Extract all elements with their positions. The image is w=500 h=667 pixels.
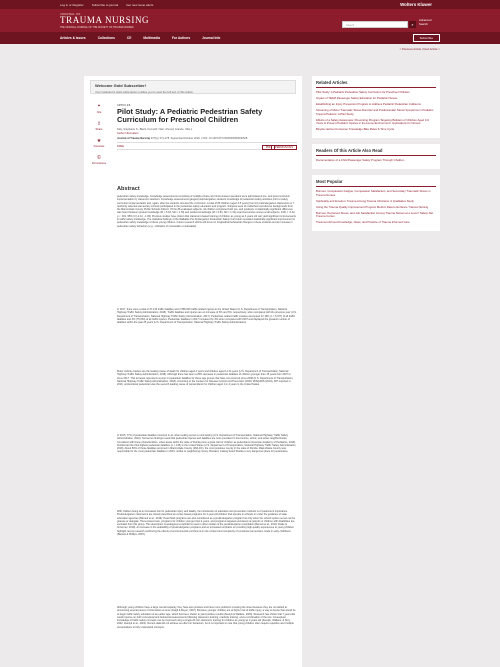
tool-cite[interactable] xyxy=(88,104,110,118)
subscribe-button[interactable]: Subscribe xyxy=(413,34,440,42)
body-paragraph: With children being at an increased risk for pedestrian injury and fatality, the introduction of education and prevention methods is of paramount importance. Prekindergarten classrooms are closely described as center-based programs for 4-year-old children that operate in schools or under the guidance of state education agencies (Barnett et al., 2019). Head Start programs are also considered as a prekindergarten program but only when the school system serves as the grantee or delegate. Home-based care, programs for children younger than 4 years, and programs targeted exclusively at parents or children with disabilities are excluded from this group. This description is analogous to definitions used in other studies of the prekindergarten population (Barnett et al., 2019; Drake & Scrivener, 2019). An increase in the availability of prekindergarten programs and an increased emphasis on providing high-quality experiences to young children highlight recent research confirming the effects of environmental enrichment on the content and complexity of emotional connections made in early childhood (Barnett & Phillips, 2015). xyxy=(117,510,296,537)
journal-of-label: JOURNAL OF xyxy=(60,12,81,16)
masthead xyxy=(0,9,500,32)
notice-text: Your institution's Gold subscription entitles you to view the full text of this article. xyxy=(95,90,194,94)
article-actions xyxy=(117,142,297,150)
search-icon: ⌕ xyxy=(411,22,414,27)
body-paragraph: In 2015, 77% of pedestrian fatalities occurred in an urban setting versus a rural setting (U.S. Department of Transportation, National Highway Traffic Safety Administration, 2016). Numerous findings reveal that pedestrian injuries and fatalities are more prevalent in low-income, ethnic, and urban neighborhoods. Consistent with these characteristics, urban areas within the state of Florida pose a great risk for children as pedestrians (American Academy of Pediatrics, 2019). Florida had the third highest pedestrian fatalities (n = 135) in the United States (U.S. Department of Transportation, National Highway Traffic Safety Administration, 2018). About 50% of those fatalities occurred in Miami-Dade County (MIA-DC), the most populous county in the state of Florida. Miami-Dade County was responsible for the most pedestrian fatalities in 2015, similar to neighboring county, Broward, making South Florida a very dangerous place for pedestrians. xyxy=(117,434,297,454)
journal-subtitle: THE OFFICIAL JOURNAL OF THE SOCIETY OF TRAUMA NURSES xyxy=(60,26,134,29)
citation-details: 27(5):p 271-278, September/October 2020. | DOI: 10.1097/JTN.0000000000000528 xyxy=(150,137,248,140)
popular-heading: Most Popular xyxy=(316,179,436,187)
article-authors[interactable]: Daly, Stephanie S.; Black, Kenneth; Nasr, Ahmed; Grande, Ollie J. xyxy=(117,128,193,131)
tool-permissions[interactable] xyxy=(88,155,110,169)
advanced-search-label: Search xyxy=(419,21,428,26)
search-button[interactable] xyxy=(409,21,416,28)
article-type: ARTICLES xyxy=(117,104,131,107)
article-title: Pilot Study: A Pediatric Pedestrian Safety Curriculum for Preschool Children xyxy=(117,107,263,125)
pdf-button[interactable]: PDF xyxy=(262,145,275,150)
article-navigation xyxy=(60,45,440,52)
prev-next-links[interactable]: < Previous Article | Next Article > xyxy=(399,47,440,51)
popular-article-link[interactable]: Using the Trauma Quality Improvement Program Metrics Data to Enhance Trauma Nursing xyxy=(316,204,429,209)
citation-journal: Journal of Trauma Nursing xyxy=(117,137,151,140)
permissions-button[interactable]: PERMISSIONS xyxy=(271,145,297,150)
related-article-link[interactable]: Screening of Motor Traumatic Stress Disorder and Posttraumatic Stress Symptoms in Pediatric Trauma Patients: A Pilot Study xyxy=(316,108,434,116)
abstract-heading: Abstract xyxy=(117,186,140,192)
article-citation xyxy=(117,137,297,140)
article-tools xyxy=(88,104,110,172)
popular-article-link[interactable]: Burnout, Perceived Stress, and Job Satisfaction Among Trauma Nurses at a Level I Safety-Net Trauma Center xyxy=(316,210,434,218)
nav-articles-issues[interactable]: Articles & Issues xyxy=(60,36,86,40)
related-heading: Related Articles xyxy=(316,80,436,88)
subscribe-journal-link[interactable]: Subscribe to journal xyxy=(91,2,119,7)
advanced-search-link[interactable] xyxy=(419,19,431,26)
advanced-label: Advanced xyxy=(419,18,432,22)
related-article-link[interactable]: Effects of a Safety Awareness: Preventing Program Targeting Builders of Children Aged 3-6 Years to Prevent Pediatric Injuries in the Home Environment: Implications for Nurses xyxy=(316,117,429,125)
related-article-link[interactable]: Impact of TEAM Passenger Safety Education for Pediatric Nurses xyxy=(316,96,398,100)
nav-ce[interactable]: CE xyxy=(126,36,132,40)
related-article-link[interactable]: Establishing an Injury Prevention Program to Address Pediatric Pedestrian Collisions xyxy=(316,102,421,106)
permissions-icon: © xyxy=(97,155,101,161)
tool-label: Cite xyxy=(96,111,102,114)
author-info-link[interactable]: Author Information xyxy=(117,132,139,135)
journal-title-logo[interactable]: TRAUMA NURSING xyxy=(60,15,150,25)
free-badge: FREE xyxy=(117,144,124,148)
subscriber-notice xyxy=(90,80,296,94)
body-paragraph: Although young children have a large mental capacity, they have less practice and have more problems crossing the street because they are not skilled at processing several pieces of information at once (Faigil & Meyer, 1997). Because younger children are at higher risk of traffic injury, a way to devise that would be to begin traffic safety education at an earlier age, which has been shown to yield positive results (Zeedyk & Wallace, 2003). Research has shown that 7-year-olds could improve on both conceptual and behavioral assessments following classroom training, roadside training, and a combination of the two. Conceptual knowledge of traffic safety concepts can be improved using a single 20-min classroom training for children as young as 4 years old (Zeedyk, Wallace, & Spry, 2002; Zeedyk et al., 2001). Recent data did not achieve as effect on behaviors, but it is important to note that young children often require repetitive and multiple presentations to fully understand concepts. xyxy=(117,606,296,629)
issue-alerts-link[interactable]: Get new issue alerts xyxy=(126,2,154,7)
related-article-link[interactable]: Bicycle Helmet Consumer Knowledge Bike Rules & Time Cycle xyxy=(316,127,395,131)
tool-share[interactable] xyxy=(88,121,110,135)
nav-journal-info[interactable]: Journal Info xyxy=(202,36,221,40)
readers-also-read xyxy=(312,144,440,169)
share-icon: ⇪ xyxy=(96,121,102,127)
right-sidebar xyxy=(312,76,440,237)
nav-collections[interactable]: Collections xyxy=(97,36,115,40)
cite-icon: ❝ xyxy=(97,104,101,110)
tool-label: Share xyxy=(95,128,103,131)
related-article-link[interactable]: Pilot Study: A Pediatric Pedestrian Safety Curriculum for Preschool Children xyxy=(316,90,410,94)
most-popular xyxy=(312,175,440,231)
tool-label: Favorites xyxy=(93,145,105,148)
body-paragraph: In 2017, there were a total of 37,133 traffic fatalities and 2,565,000 traffic-related injuries in the United States (U.S. Department of Transportation, National Highway Traffic Safety Administration, 2018). Traffic fatalities and injuries are an increase of 3% and 6%, respectively, when compared with the previous year (U.S. Department of Transportation, National Highway Traffic Safety Administration, 2017). Pedestrian-related traffic crashes accounted for 16% (n = 5,977) of all traffic fatalities and 3% (75,000) of all traffic injuries. Pedestrian fatalities in 2017 increased by 3% when compared with 2007 and displayed the greatest number of fatalities within the past 25 years (U.S. Department of Transportation, National Highway Traffic Safety Administration). xyxy=(117,308,297,325)
popular-article-link[interactable]: Trauma-Informed Knowledge, Ideas, and Practice of Trauma Informed Care xyxy=(316,220,410,224)
nav-multimedia[interactable]: Multimedia xyxy=(143,36,160,40)
readers-article-link[interactable]: Documentation of a Child Passenger Safety Program Through Chatbot... xyxy=(316,158,406,162)
main-nav xyxy=(0,32,500,44)
wolters-kluwer-logo[interactable]: Wolters Kluwer xyxy=(400,2,432,7)
related-articles xyxy=(312,76,440,138)
tool-favorites[interactable] xyxy=(88,138,110,152)
popular-article-link[interactable]: Spirituality and Emotion: Trauma Among Trauma Clinicians: A Qualitative Study xyxy=(316,198,414,203)
notice-title: Welcome Gold Subscriber! xyxy=(95,83,147,88)
login-link[interactable]: Log in or Register xyxy=(60,2,84,7)
search-input[interactable]: Search xyxy=(342,21,408,28)
utility-bar xyxy=(0,0,500,9)
abstract-text: pedestrian safety knowledge. Knowledge assessments consisting of multiple-choice and short-answer questions were administered pre- and post-curriculum implementation by classroom teachers. Knowledge assessments gauged prekindergarten students' knowledge of pedestrian safety activities prior to safety curriculum implementation and, again, after the students received the curriculum. A total of 86 children (aged 3-5 years) from 10 prekindergarten classrooms in 7 randomly selected elementary schools participated in the pedestrian safety education and program. Subjects were of multiethnic and diverse backgrounds from the Miami-Dade County Public Schools District. Of the 86 evaluated subjects, 44 children completed both pre- and posttests. A statistically significant difference was found between pretest knowledge (M = 5.18, SD = 1.79) and posttest knowledge (M = 6.84, SD = 1.31) examined across scores at all subjects, t(43) = -6.22, p < .001, 95% CI [-2.12, -1.09]. Previous studies have shown that classroom-based training of children as young as 4 years old can yield significant improvements in traffic safety knowledge. The statistical findings of the Walkable Pre-Kindergarten Pedestrian Safety Curriculum revealed statistically significant improvement in pedestrian safety knowledge of these young children. Future research efforts will focus on longitudinal behavioral changes in these students and an increase in pedestrian safety behaviors (e.g., utilization of crosswalks or sidewalks). xyxy=(117,195,296,228)
body-paragraph: Motor vehicle crashes are the leading cause of death for children aged 4 years and children aged 11-14 years (U.S. Department of Transportation, National Highway Traffic Safety Administration, 2018). Although there has been a 25% decrease in pedestrian fatalities of children younger than 15 years from 2007 to since 2017. This increase represents a jump in pedestrian fatalities for these age groups that have not occurred since 2008 (U.S. Department of Transportation, National Highway Traffic Safety Administration, 2018). According to the Centers for Disease Control and Prevention (CDC) WISQARS (2019), 387 reported in 2018, unintentional pedestrian was the seventh leading cause of nonaccidents for children aged 1 to 4 years in the United States. xyxy=(117,370,294,387)
nav-for-authors[interactable]: For Authors xyxy=(171,36,191,40)
tool-label: Permissions xyxy=(91,162,107,165)
popular-article-link[interactable]: Burnout, Compassion Fatigue, Compassion Satisfaction, and Secondary Traumatic Stress in Trauma Nurses xyxy=(316,189,431,197)
article-main xyxy=(84,76,302,667)
readers-heading: Readers Of this Article Also Read xyxy=(316,148,436,156)
favorites-icon: ★ xyxy=(96,138,102,144)
